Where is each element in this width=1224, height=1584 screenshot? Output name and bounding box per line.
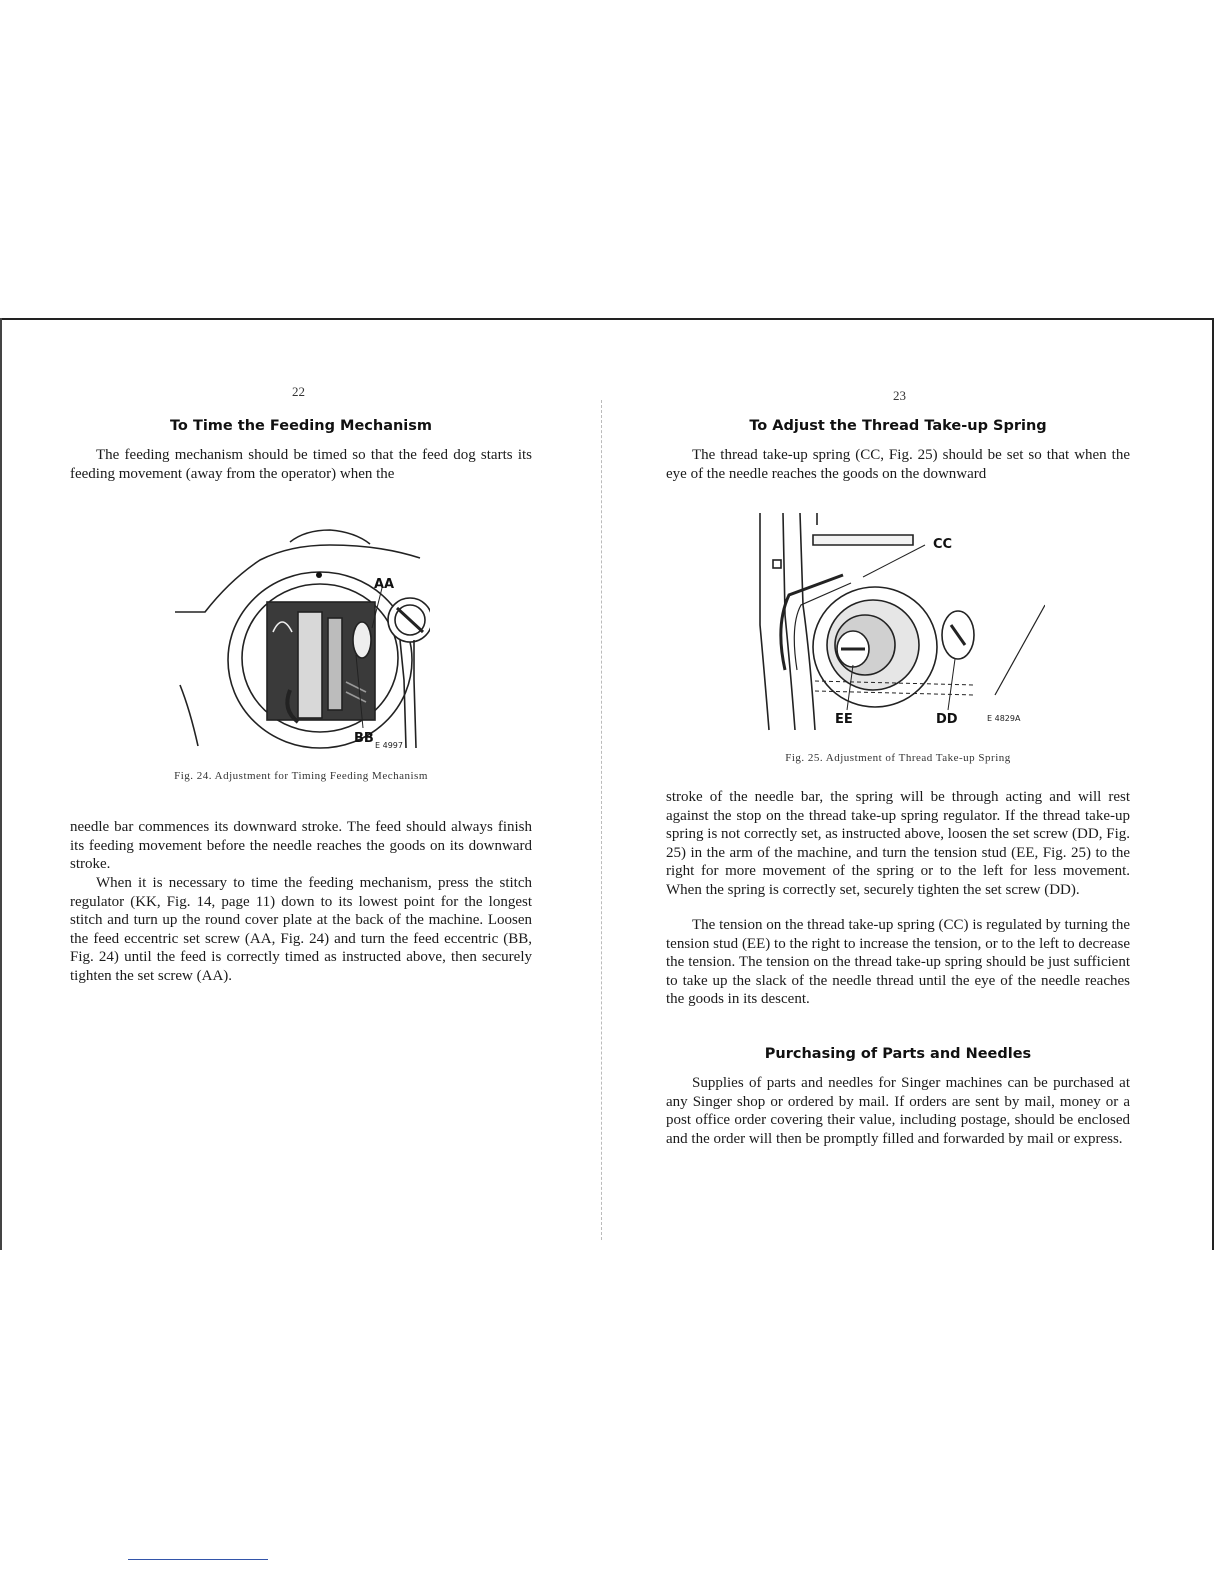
right-para-2: stroke of the needle bar, the spring will be through acting and will rest against the stop on the thread take-up spring regulator. If the thread take-up spring is not correctly set, as instructed above, loosen the set screw (DD, Fig. 25) in the arm of the machine, and turn the tension stud (EE, Fig. 25) to the right for more movement of the spring or to the left for less movement. When the spring is correctly set, securely tighten the set screw (DD). [666, 789, 1130, 898]
left-para-1 [70, 446, 532, 483]
right-para-1 [666, 446, 1130, 483]
left-page-heading: To Time the Feeding Mechanism [169, 418, 433, 434]
right-page-heading: To Adjust the Thread Take-up Spring [749, 418, 1047, 434]
right-para-3-text: The tension on the thread take-up spring (CC) is regulated by turning the tension stud (EE) to the right to increase the tension, or to the left to decrease the tension. The tension on the thread take-up spring should be just sufficient to take up the slack of the needle thread until the eye of the needle reaches the goods in its descent. [666, 917, 1130, 1007]
spread-left-edge [0, 318, 2, 1250]
right-para-3 [666, 916, 1130, 1009]
fig-25-caption: Fig. 25. Adjustment of Thread Take-up Spring [785, 752, 1011, 764]
right-page-heading-2: Purchasing of Parts and Needles [764, 1046, 1032, 1062]
fig-24-code: E 4997 [375, 741, 403, 750]
right-para-4 [666, 1074, 1130, 1148]
left-para-1-text: The feeding mechanism should be timed so that the feed dog starts its feeding movement (away from the operator) when the [70, 447, 532, 482]
right-para-4-text: Supplies of parts and needles for Singer machines can be purchased at any Singer shop or ordered by mail. If orders are sent by mail, money or a post office order covering their value, including postage, should be enclosed and the order will then be promptly filled and forwarded by mail or express. [666, 1075, 1130, 1147]
bottom-rule [128, 1559, 268, 1560]
right-page-number: 23 [893, 388, 906, 403]
left-para-3 [70, 874, 532, 985]
fig-24-label-aa: AA [374, 577, 395, 592]
right-para-1-text: The thread take-up spring (CC, Fig. 25) should be set so that when the eye of the needle reaches the goods on the downward [666, 447, 1130, 482]
fig-24-illustration [170, 520, 430, 760]
left-para-3-text: When it is necessary to time the feeding mechanism, press the stitch regulator (KK, Fig. 14, page 11) down to its lowest point for the longest stitch and turn up the round cover plate at the back of the machine. Loosen the feed eccentric set screw (AA, Fig. 24) and turn the feed eccentric (BB, Fig. 24) until the feed is correctly timed as instructed above, then securely tighten the set screw (AA). [70, 875, 532, 984]
left-para-2: needle bar commences its downward stroke. The feed should always finish its feeding movement before the needle reaches the goods on its downward stroke. [70, 819, 532, 872]
fig-24-label-bb: BB [354, 731, 374, 746]
gutter-line [601, 400, 602, 1240]
fig-25-label-cc: CC [933, 537, 953, 552]
fig-24-caption: Fig. 24. Adjustment for Timing Feeding Mechanism [174, 770, 428, 782]
fig-25-label-ee: EE [835, 712, 853, 727]
fig-25-code: E 4829A [987, 714, 1021, 723]
fig-25-label-dd: DD [936, 712, 958, 727]
left-page-number: 22 [292, 384, 305, 399]
fig-25-illustration [755, 505, 1045, 735]
